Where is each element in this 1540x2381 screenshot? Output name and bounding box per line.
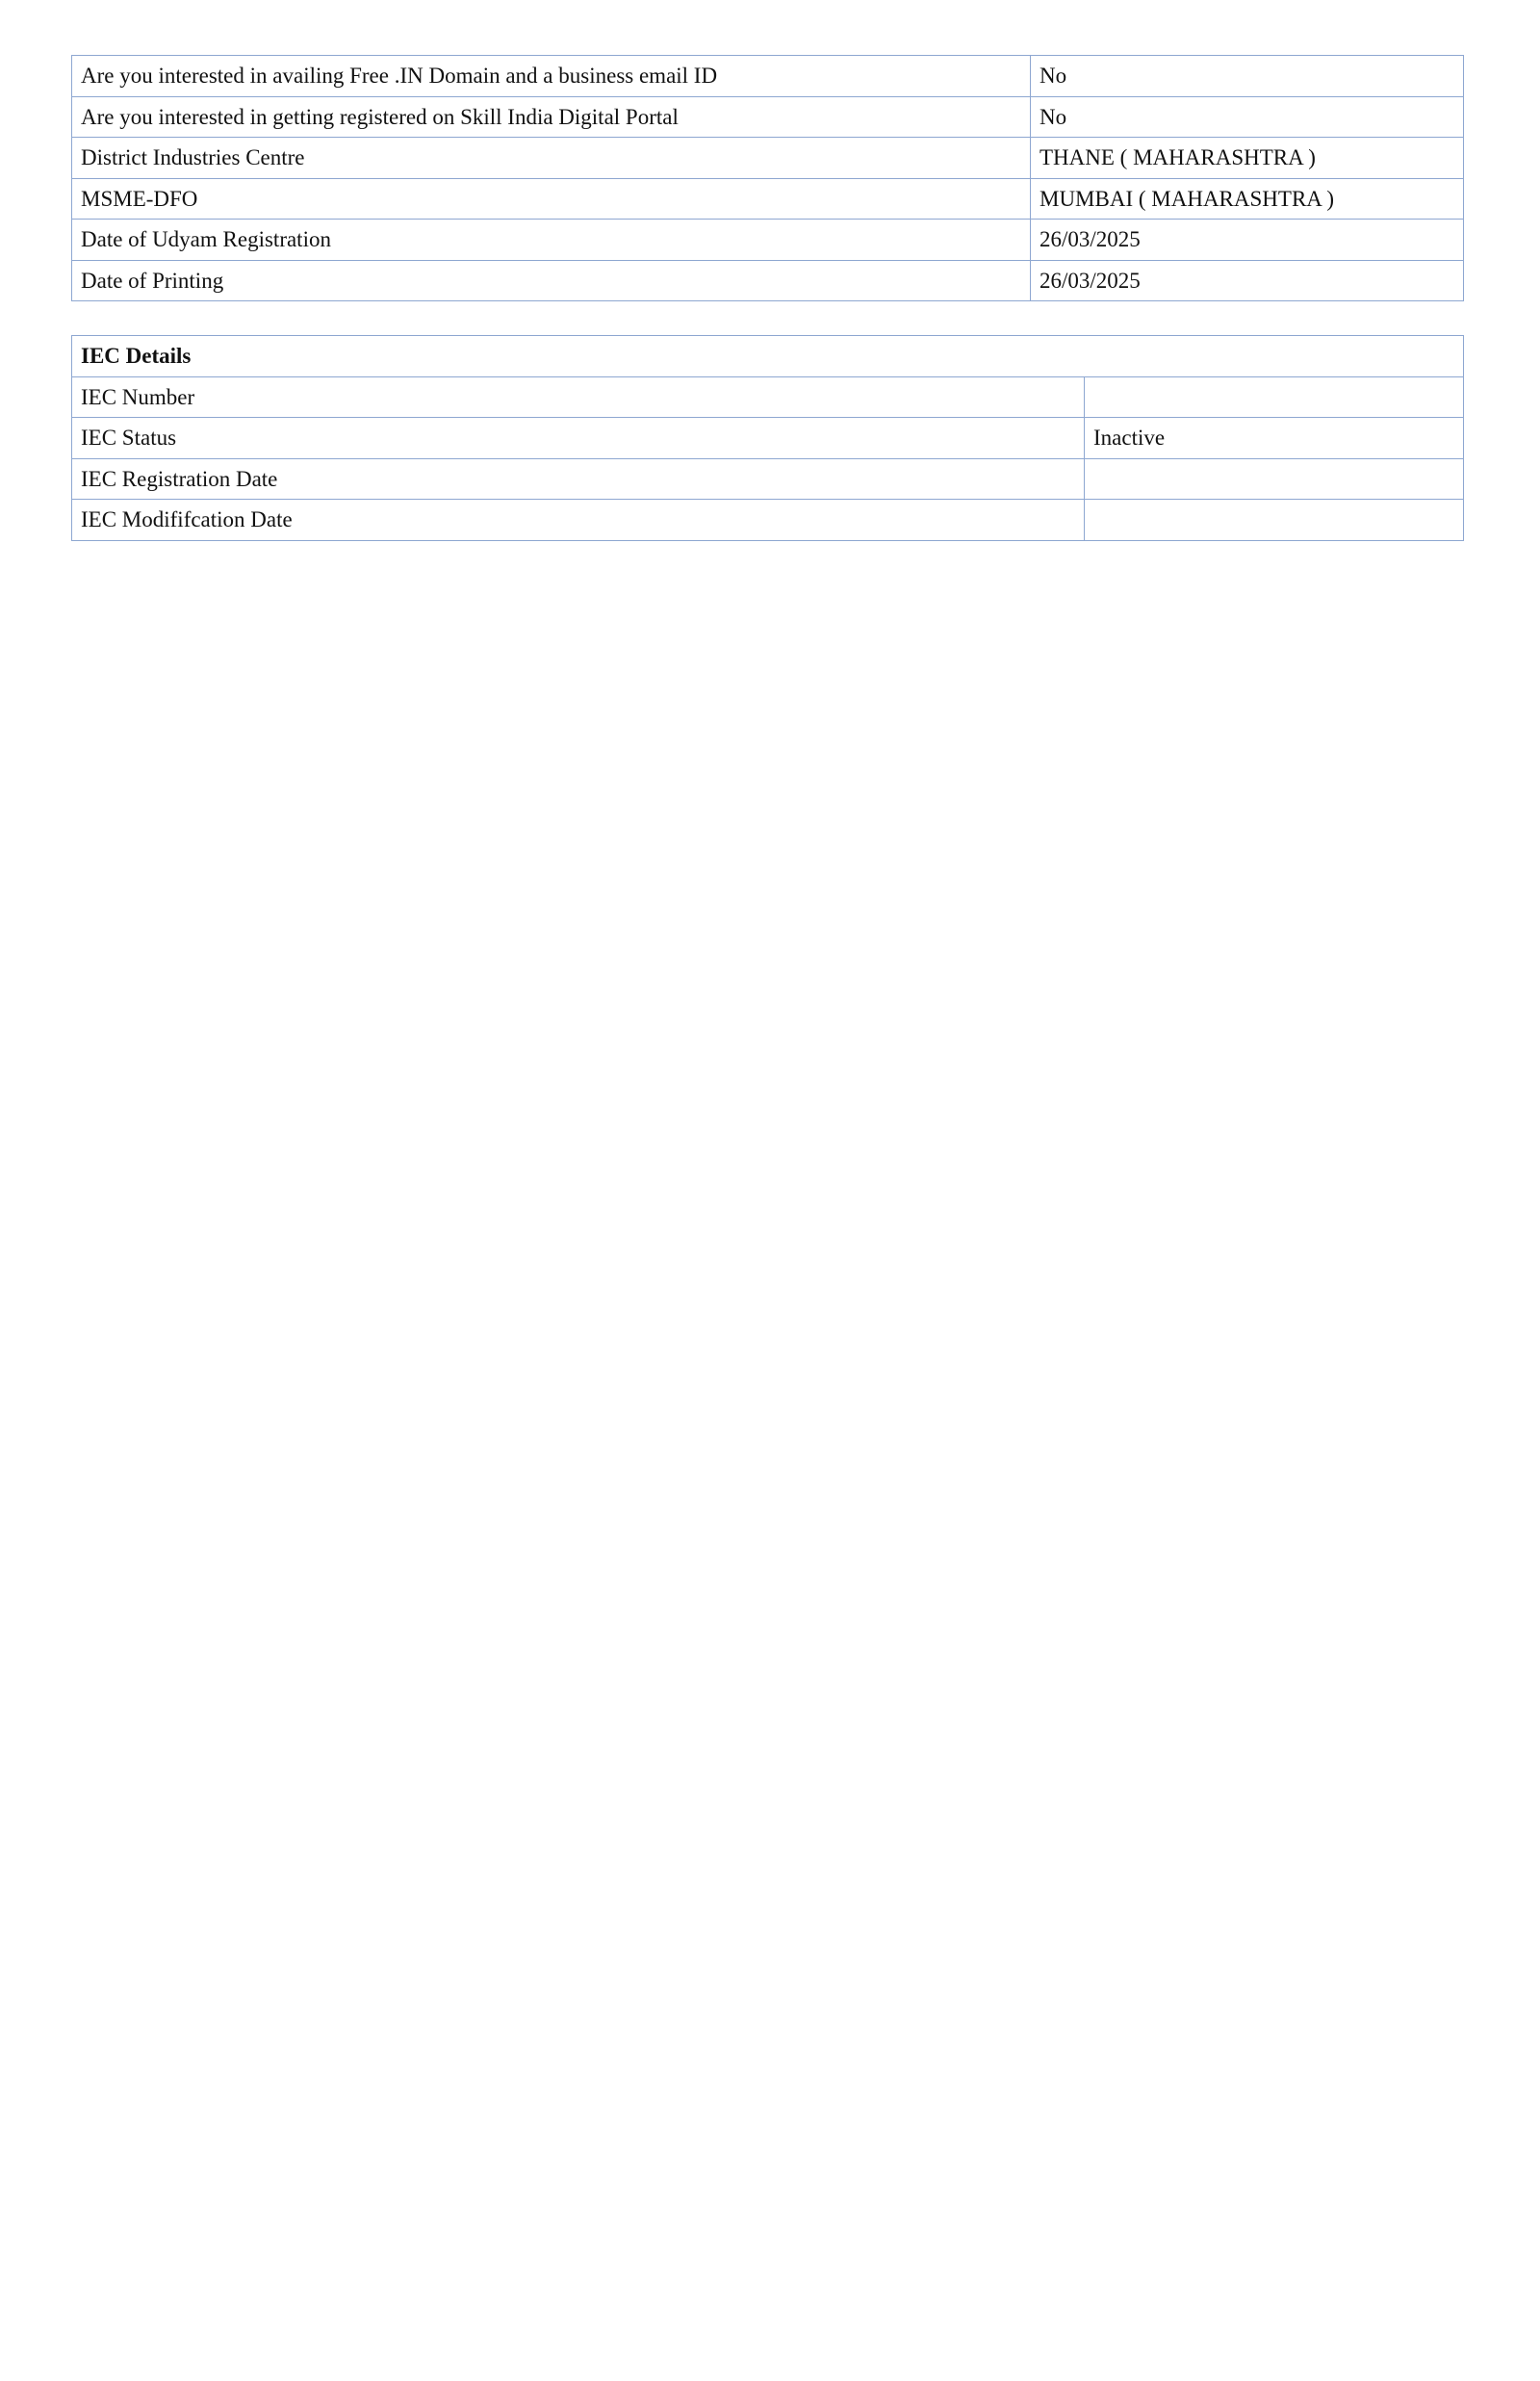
field-label: IEC Registration Date [72, 458, 1085, 500]
table-row [72, 376, 1464, 418]
field-value [1085, 376, 1464, 418]
field-value: Inactive [1085, 418, 1464, 459]
table-row [72, 96, 1464, 138]
field-value: No [1031, 56, 1464, 97]
field-label: IEC Status [72, 418, 1085, 459]
field-label: IEC Modififcation Date [72, 500, 1085, 541]
field-label: Are you interested in availing Free .IN Domain and a business email ID [72, 56, 1031, 97]
table-row [72, 138, 1464, 179]
table-row [72, 418, 1464, 459]
section-heading: IEC Details [72, 336, 1464, 377]
field-value: MUMBAI ( MAHARASHTRA ) [1031, 178, 1464, 220]
field-value: 26/03/2025 [1031, 220, 1464, 261]
field-label: IEC Number [72, 376, 1085, 418]
iec-details-table [71, 335, 1464, 541]
table-row [72, 458, 1464, 500]
field-label: Date of Printing [72, 260, 1031, 301]
table-row [72, 500, 1464, 541]
field-label: Date of Udyam Registration [72, 220, 1031, 261]
field-value [1085, 500, 1464, 541]
field-value: 26/03/2025 [1031, 260, 1464, 301]
field-label: District Industries Centre [72, 138, 1031, 179]
table-row [72, 56, 1464, 97]
table-heading-row [72, 336, 1464, 377]
field-value: THANE ( MAHARASHTRA ) [1031, 138, 1464, 179]
field-label: MSME-DFO [72, 178, 1031, 220]
table-row [72, 260, 1464, 301]
table-row [72, 178, 1464, 220]
registration-details-table [71, 55, 1464, 301]
field-label: Are you interested in getting registered on Skill India Digital Portal [72, 96, 1031, 138]
table-row [72, 220, 1464, 261]
field-value: No [1031, 96, 1464, 138]
field-value [1085, 458, 1464, 500]
